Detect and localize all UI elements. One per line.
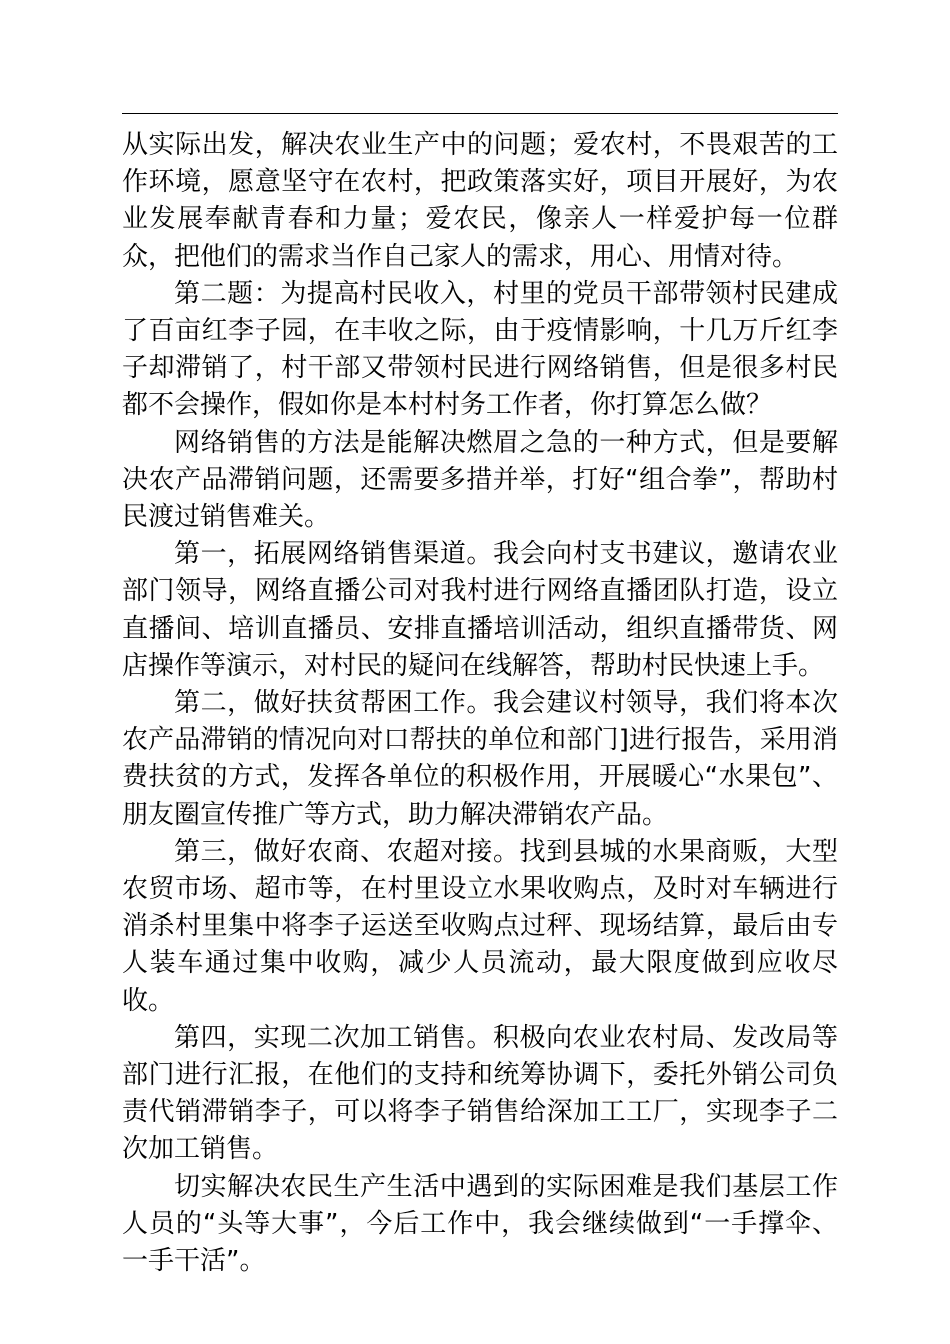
paragraph-6: 第三，做好农商、农超对接。找到县城的水果商贩，大型农贸市场、超市等，在村里设立水果收购点，及时对车辆进行消杀村里集中将李子运送至收购点过秤、现场结算，最后由专人装车通过集中收购，减少人员流动，最大限度做到应收尽收。 xyxy=(122,836,838,1016)
paragraph-5: 第二，做好扶贫帮困工作。我会建议村领导，我们将本次农产品滞销的情况向对口帮扶的单位和部门]进行报告，采用消费扶贫的方式，发挥各单位的积极作用，开展暖心“水果包”、朋友圈宣传推广等方式，助力解决滞销农产品。 xyxy=(122,688,838,830)
document-body xyxy=(122,127,838,1280)
header-rule xyxy=(122,113,838,114)
paragraph-4: 第一，拓展网络销售渠道。我会向村支书建议，邀请农业部门领导，网络直播公司对我村进行网络直播团队打造，设立直播间、培训直播员、安排直播培训活动，组织直播带货、网店操作等演示，对村民的疑问在线解答，帮助村民快速上手。 xyxy=(122,539,838,681)
paragraph-2: 第二题：为提高村民收入，村里的党员干部带领村民建成了百亩红李子园，在丰收之际，由于疫情影响，十几万斤红李子却滞销了，村干部又带领村民进行网络销售，但是很多村民都不会操作，假如你是本村村务工作者，你打算怎么做？ xyxy=(122,278,838,421)
paragraph-7: 第四，实现二次加工销售。积极向农业农村局、发改局等部门进行汇报，在他们的支持和统筹协调下，委托外销公司负责代销滞销李子，可以将李子销售给深加工工厂，实现李子二次加工销售。 xyxy=(122,1022,838,1165)
paragraph-3: 网络销售的方法是能解决燃眉之急的一种方式，但是要解决农产品滞销问题，还需要多措并举，打好“组合拳”，帮助村民渡过销售难关。 xyxy=(122,427,838,533)
paragraph-8: 切实解决农民生产生活中遇到的实际困难是我们基层工作人员的“头等大事”，今后工作中，我会继续做到“一手撑伞、一手干活”。 xyxy=(122,1171,838,1277)
paragraph-1: 从实际出发，解决农业生产中的问题；爱农村，不畏艰苦的工作环境，愿意坚守在农村，把政策落实好，项目开展好，为农业发展奉献青春和力量；爱农民，像亲人一样爱护每一位群众，把他们的需求当作自己家人的需求，用心、用情对待。 xyxy=(122,130,838,272)
